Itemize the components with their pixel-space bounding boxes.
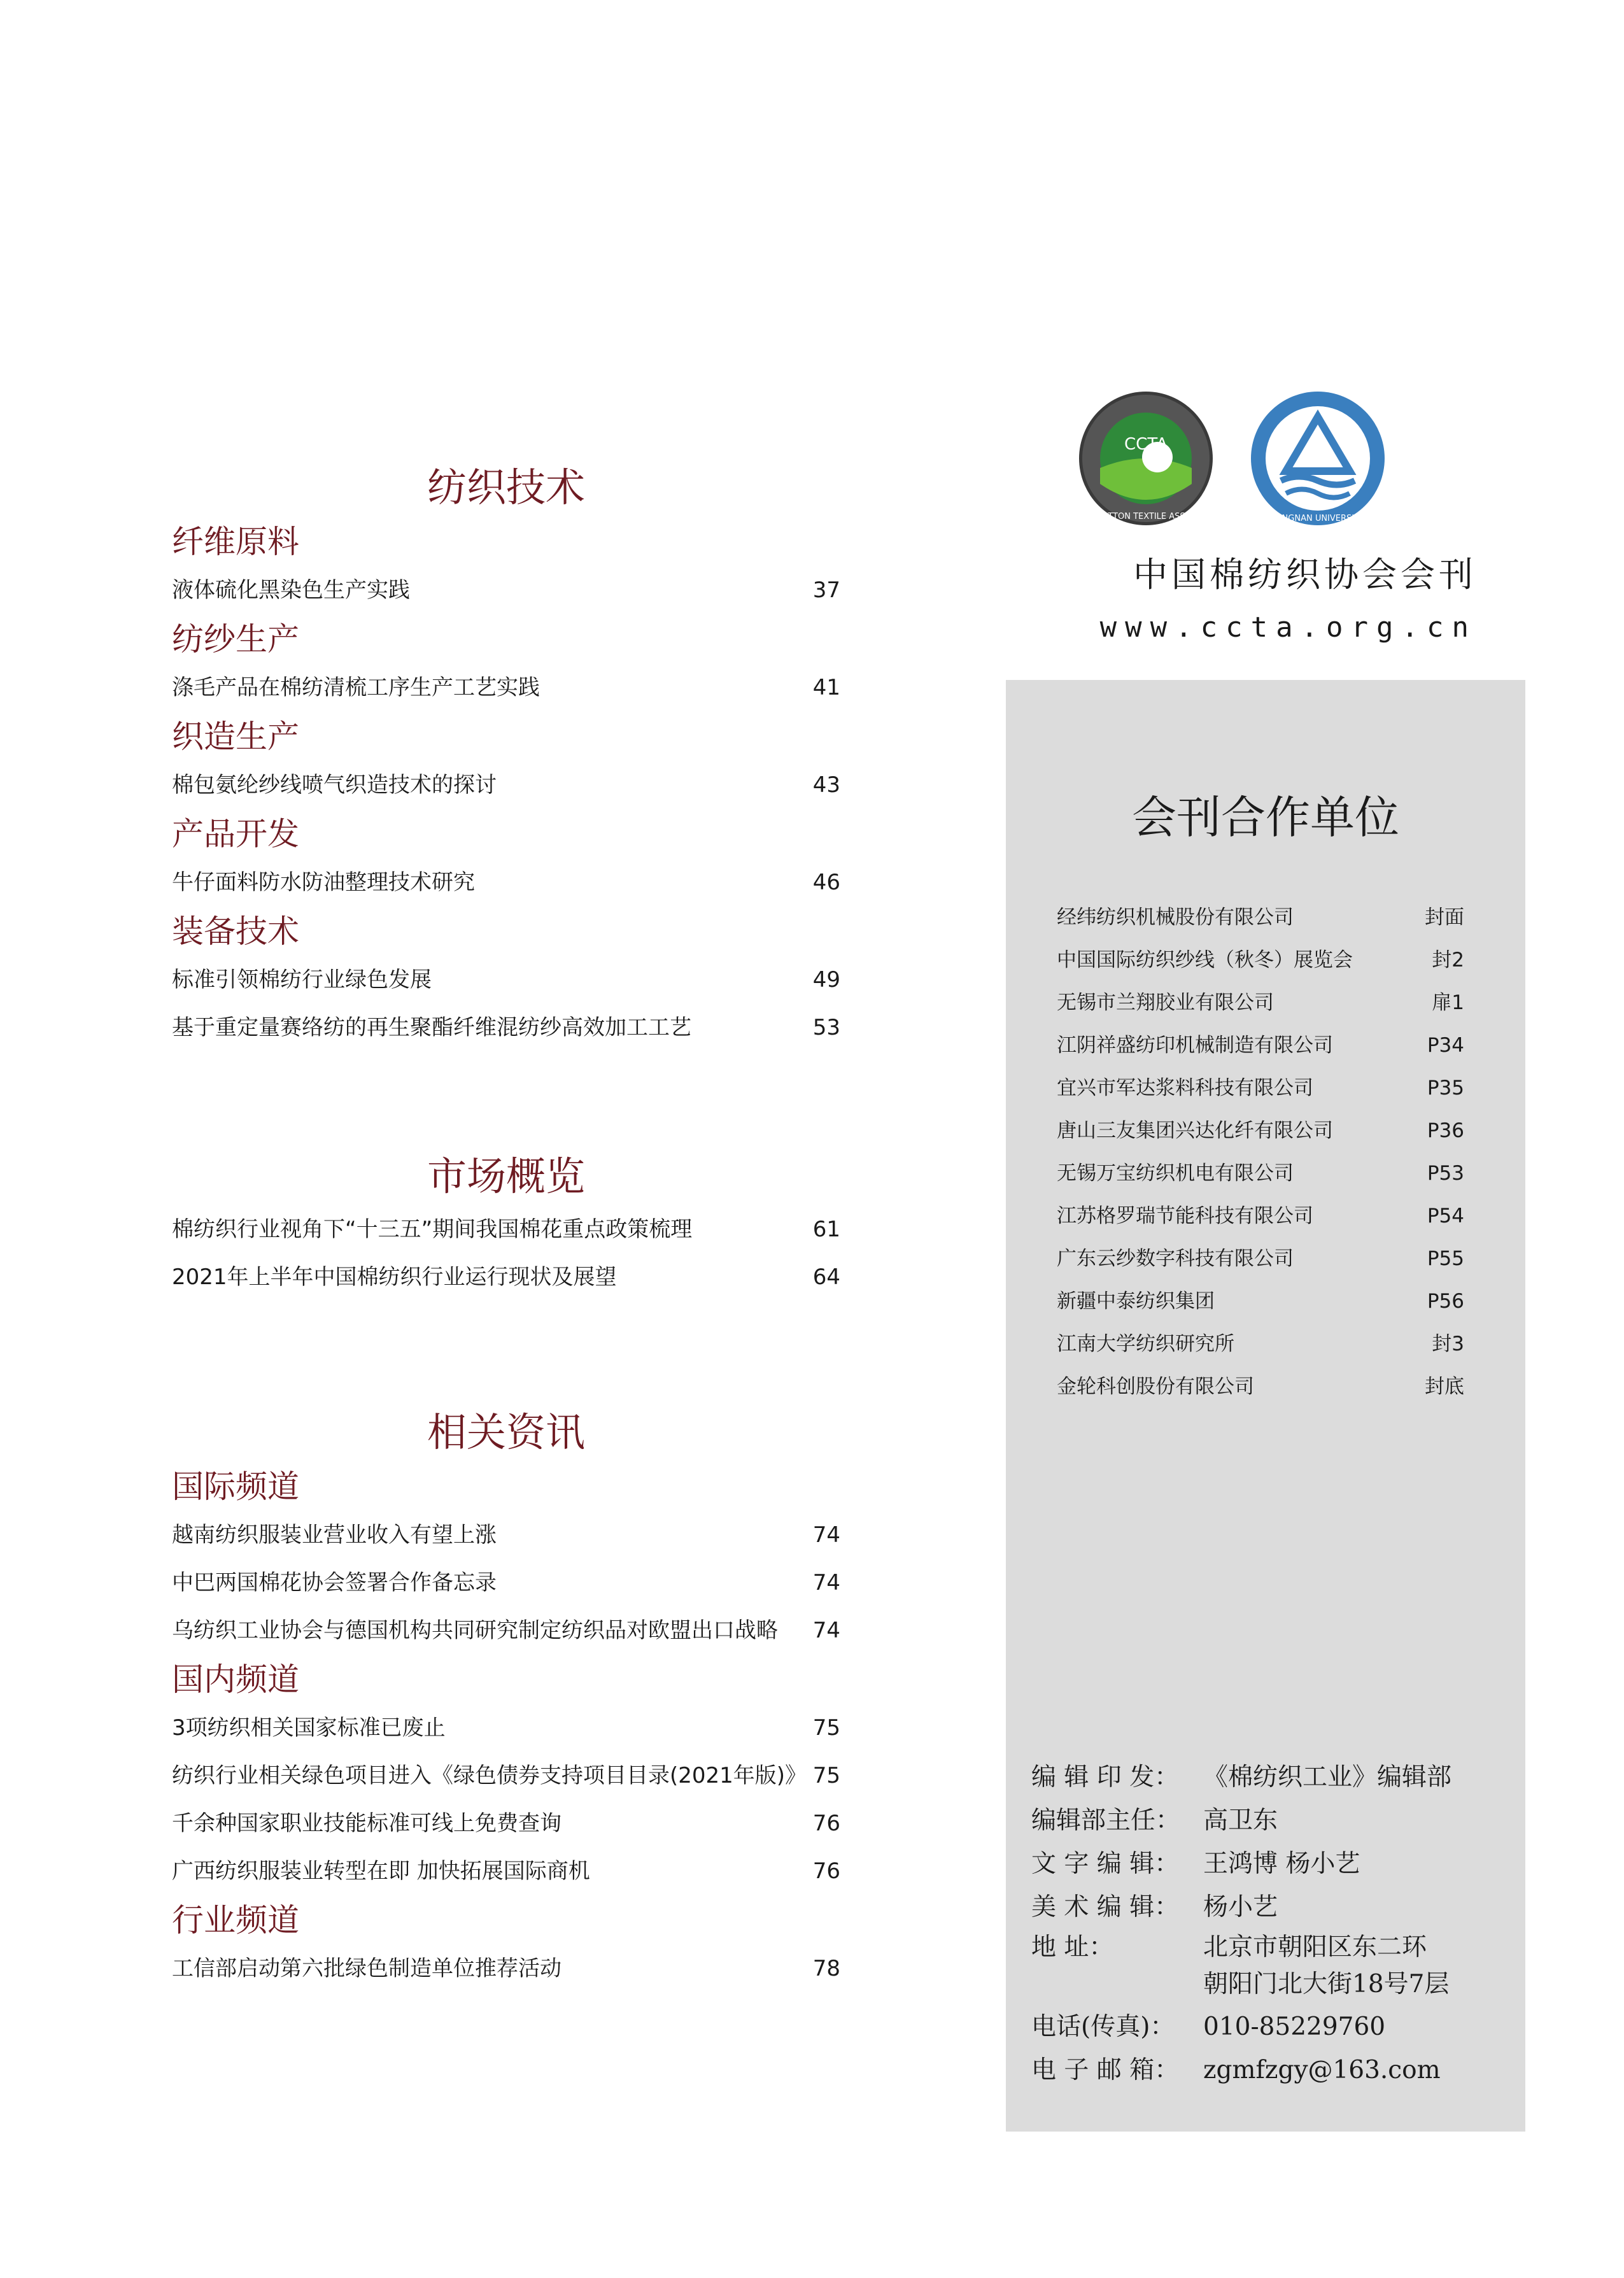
credit-value: 《棉纺织工业》编辑部 [1203, 1763, 1452, 1792]
jiangnan-logo-ring-text: JIANGNAN UNIVERSITY [1271, 514, 1365, 523]
editorial-credits [1031, 1756, 1515, 2092]
logo-group [1066, 388, 1407, 528]
toc-item[interactable] [172, 1559, 840, 1607]
partner-row [1057, 982, 1464, 1024]
toc-item-page: 49 [812, 967, 840, 993]
toc-item-title: 3项纺织相关国家标准已废止 [172, 1715, 446, 1741]
subsection-title: 国内频道 [172, 1661, 299, 1698]
toc-item-page: 53 [812, 1015, 840, 1040]
toc-item[interactable] [172, 1800, 840, 1848]
section-title: 纺织技术 [427, 464, 585, 511]
credit-label: 编 辑 印 发： [1031, 1763, 1180, 1792]
toc-item-title: 棉包氨纶纱线喷气织造技术的探讨 [172, 772, 497, 798]
toc-item[interactable] [172, 1254, 840, 1301]
toc-item-title: 中巴两国棉花协会签署合作备忘录 [172, 1570, 497, 1595]
credit-publisher [1031, 1756, 1515, 1799]
credit-address-line-1: 北京市朝阳区东二环 [1203, 1933, 1427, 1962]
partner-page: P36 [1427, 1119, 1464, 1142]
partner-page: P34 [1427, 1034, 1464, 1057]
partner-page: P54 [1427, 1205, 1464, 1227]
toc-item-page: 78 [812, 1956, 840, 1981]
toc-item-page: 74 [812, 1570, 840, 1595]
toc-item-page: 37 [812, 577, 840, 603]
email-link[interactable]: zgmfzgy@163.com [1203, 2056, 1441, 2084]
subsection-title: 纤维原料 [172, 523, 299, 560]
section-news [172, 1403, 840, 1993]
subsection-title: 产品开发 [172, 816, 299, 852]
section-spacer [172, 1301, 840, 1403]
toc-item[interactable] [172, 567, 840, 614]
toc-item[interactable] [172, 1206, 840, 1254]
credit-address-line-2: 朝阳门北大街18号7层 [1203, 1970, 1450, 1999]
partner-name: 广东云纱数字科技有限公司 [1057, 1247, 1294, 1270]
toc-item[interactable] [172, 1511, 840, 1559]
subsection-title: 纺纱生产 [172, 621, 299, 658]
partner-name: 江阴祥盛纺印机械制造有限公司 [1057, 1034, 1333, 1057]
toc-item-title: 越南纺织服装业营业收入有望上涨 [172, 1522, 497, 1548]
credit-text-editor [1031, 1843, 1515, 1886]
toc-item-page: 74 [812, 1618, 840, 1643]
subsection-title: 行业频道 [172, 1902, 299, 1939]
toc-item-title: 广西纺织服装业转型在即 加快拓展国际商机 [172, 1858, 590, 1884]
toc-item-page: 75 [812, 1715, 840, 1741]
partner-row [1057, 1280, 1464, 1323]
credit-label: 电话(传真)： [1031, 2013, 1175, 2041]
toc-item[interactable] [172, 1752, 840, 1800]
toc-item[interactable] [172, 664, 840, 712]
partner-page: 封3 [1432, 1333, 1464, 1355]
partner-page: 封2 [1432, 949, 1464, 972]
toc-item-page: 64 [812, 1264, 840, 1290]
partner-row [1057, 1366, 1464, 1408]
partner-row [1057, 1323, 1464, 1366]
magazine-title: 中国棉纺织协会会刊 [1133, 555, 1477, 595]
toc-item[interactable] [172, 1607, 840, 1655]
partner-name: 经纬纺织机械股份有限公司 [1057, 906, 1294, 929]
section-spacer [172, 1052, 840, 1147]
credit-director [1031, 1799, 1515, 1843]
section-title: 相关资讯 [427, 1409, 585, 1455]
toc-item-page: 43 [812, 772, 840, 798]
partner-panel [1006, 680, 1525, 2132]
toc-item-title: 涤毛产品在棉纺清梳工序生产工艺实践 [172, 675, 540, 700]
toc-item-page: 46 [812, 870, 840, 895]
credit-label: 地 址： [1031, 1933, 1114, 1962]
subsection-title: 国际频道 [172, 1468, 299, 1505]
partner-name: 中国国际纺织纱线（秋冬）展览会 [1057, 949, 1353, 972]
toc-item-title: 乌纺织工业协会与德国机构共同研究制定纺织品对欧盟出口战略 [172, 1618, 778, 1643]
toc-item-title: 千余种国家职业技能标准可线上免费查询 [172, 1811, 561, 1836]
panel-title: 会刊合作单位 [1132, 791, 1399, 844]
credit-phone [1031, 2006, 1515, 2049]
partner-name: 江苏格罗瑞节能科技有限公司 [1057, 1205, 1313, 1227]
toc-item[interactable] [172, 1945, 840, 1993]
toc-item[interactable] [172, 761, 840, 809]
section-textile-tech [172, 458, 840, 1052]
toc-item-page: 76 [812, 1811, 840, 1836]
toc-item-page: 76 [812, 1858, 840, 1884]
toc-item-title: 基于重定量赛络纺的再生聚酯纤维混纺纱高效加工工艺 [172, 1015, 691, 1040]
partner-page: P55 [1427, 1247, 1464, 1270]
toc-item[interactable] [172, 1848, 840, 1895]
toc-item-page: 41 [812, 675, 840, 700]
partner-page: 封底 [1425, 1375, 1464, 1398]
credit-label: 美 术 编 辑： [1031, 1893, 1180, 1921]
section-market [172, 1147, 840, 1301]
partner-row [1057, 939, 1464, 982]
toc-item[interactable] [172, 1704, 840, 1752]
partner-page: P53 [1427, 1162, 1464, 1185]
toc-item-title: 标准引领棉纺行业绿色发展 [172, 967, 432, 993]
partner-name: 宜兴市军达浆料科技有限公司 [1057, 1077, 1313, 1100]
toc-item-page: 74 [812, 1522, 840, 1548]
credit-address [1031, 1929, 1515, 2006]
partner-row [1057, 1238, 1464, 1280]
toc-item-page: 75 [812, 1763, 840, 1788]
partner-row [1057, 1024, 1464, 1067]
partner-page: 扉1 [1432, 991, 1464, 1014]
credit-value: 王鸿博 杨小艺 [1203, 1850, 1360, 1878]
partner-name: 江南大学纺织研究所 [1057, 1333, 1234, 1355]
credit-label: 编辑部主任： [1031, 1806, 1181, 1835]
toc-item-title: 牛仔面料防水防油整理技术研究 [172, 870, 475, 895]
partner-row [1057, 1067, 1464, 1110]
credit-value: 高卫东 [1203, 1806, 1278, 1835]
ccta-logo [1066, 388, 1225, 528]
credit-value: 杨小艺 [1203, 1893, 1278, 1921]
magazine-url[interactable]: www.ccta.org.cn [1099, 611, 1477, 644]
partner-row [1057, 1152, 1464, 1195]
partner-page: P35 [1427, 1077, 1464, 1100]
toc-item-title: 2021年上半年中国棉纺织行业运行现状及展望 [172, 1264, 617, 1290]
credit-value: 010-85229760 [1203, 2013, 1386, 2041]
subsection-title: 织造生产 [172, 718, 299, 755]
credit-email [1031, 2049, 1515, 2092]
section-title: 市场概览 [427, 1153, 585, 1199]
partner-name: 无锡万宝纺织机电有限公司 [1057, 1162, 1294, 1185]
toc-item[interactable] [172, 859, 840, 907]
credit-label: 文 字 编 辑： [1031, 1850, 1180, 1878]
subsection-title: 装备技术 [172, 913, 299, 950]
jiangnan-university-logo [1248, 388, 1388, 528]
partner-row [1057, 1195, 1464, 1238]
partner-name: 唐山三友集团兴达化纤有限公司 [1057, 1119, 1333, 1142]
partner-page: P56 [1427, 1290, 1464, 1313]
toc-item-title: 棉纺织行业视角下“十三五”期间我国棉花重点政策梳理 [172, 1217, 693, 1242]
toc-item[interactable] [172, 1004, 840, 1052]
toc-item-title: 工信部启动第六批绿色制造单位推荐活动 [172, 1956, 561, 1981]
partner-list [1057, 896, 1464, 1408]
toc-item-title: 纺织行业相关绿色项目进入《绿色债券支持项目目录(2021年版)》 [172, 1763, 807, 1788]
credit-art-editor [1031, 1886, 1515, 1929]
ccta-logo-ring-text: CHINA COTTON TEXTILE ASSOCIATION [1066, 512, 1225, 521]
table-of-contents [172, 458, 840, 1993]
partner-row [1057, 1110, 1464, 1152]
partner-name: 无锡市兰翔胶业有限公司 [1057, 991, 1274, 1014]
credit-label: 电 子 邮 箱： [1031, 2056, 1180, 2084]
partner-name: 新疆中泰纺织集团 [1057, 1290, 1215, 1313]
toc-item-page: 61 [812, 1217, 840, 1242]
ccta-logo-text: CCTA [1124, 435, 1168, 454]
partner-name: 金轮科创股份有限公司 [1057, 1375, 1254, 1398]
partner-row [1057, 896, 1464, 939]
toc-item[interactable] [172, 956, 840, 1004]
toc-item-title: 液体硫化黑染色生产实践 [172, 577, 410, 603]
partner-page: 封面 [1425, 906, 1464, 929]
